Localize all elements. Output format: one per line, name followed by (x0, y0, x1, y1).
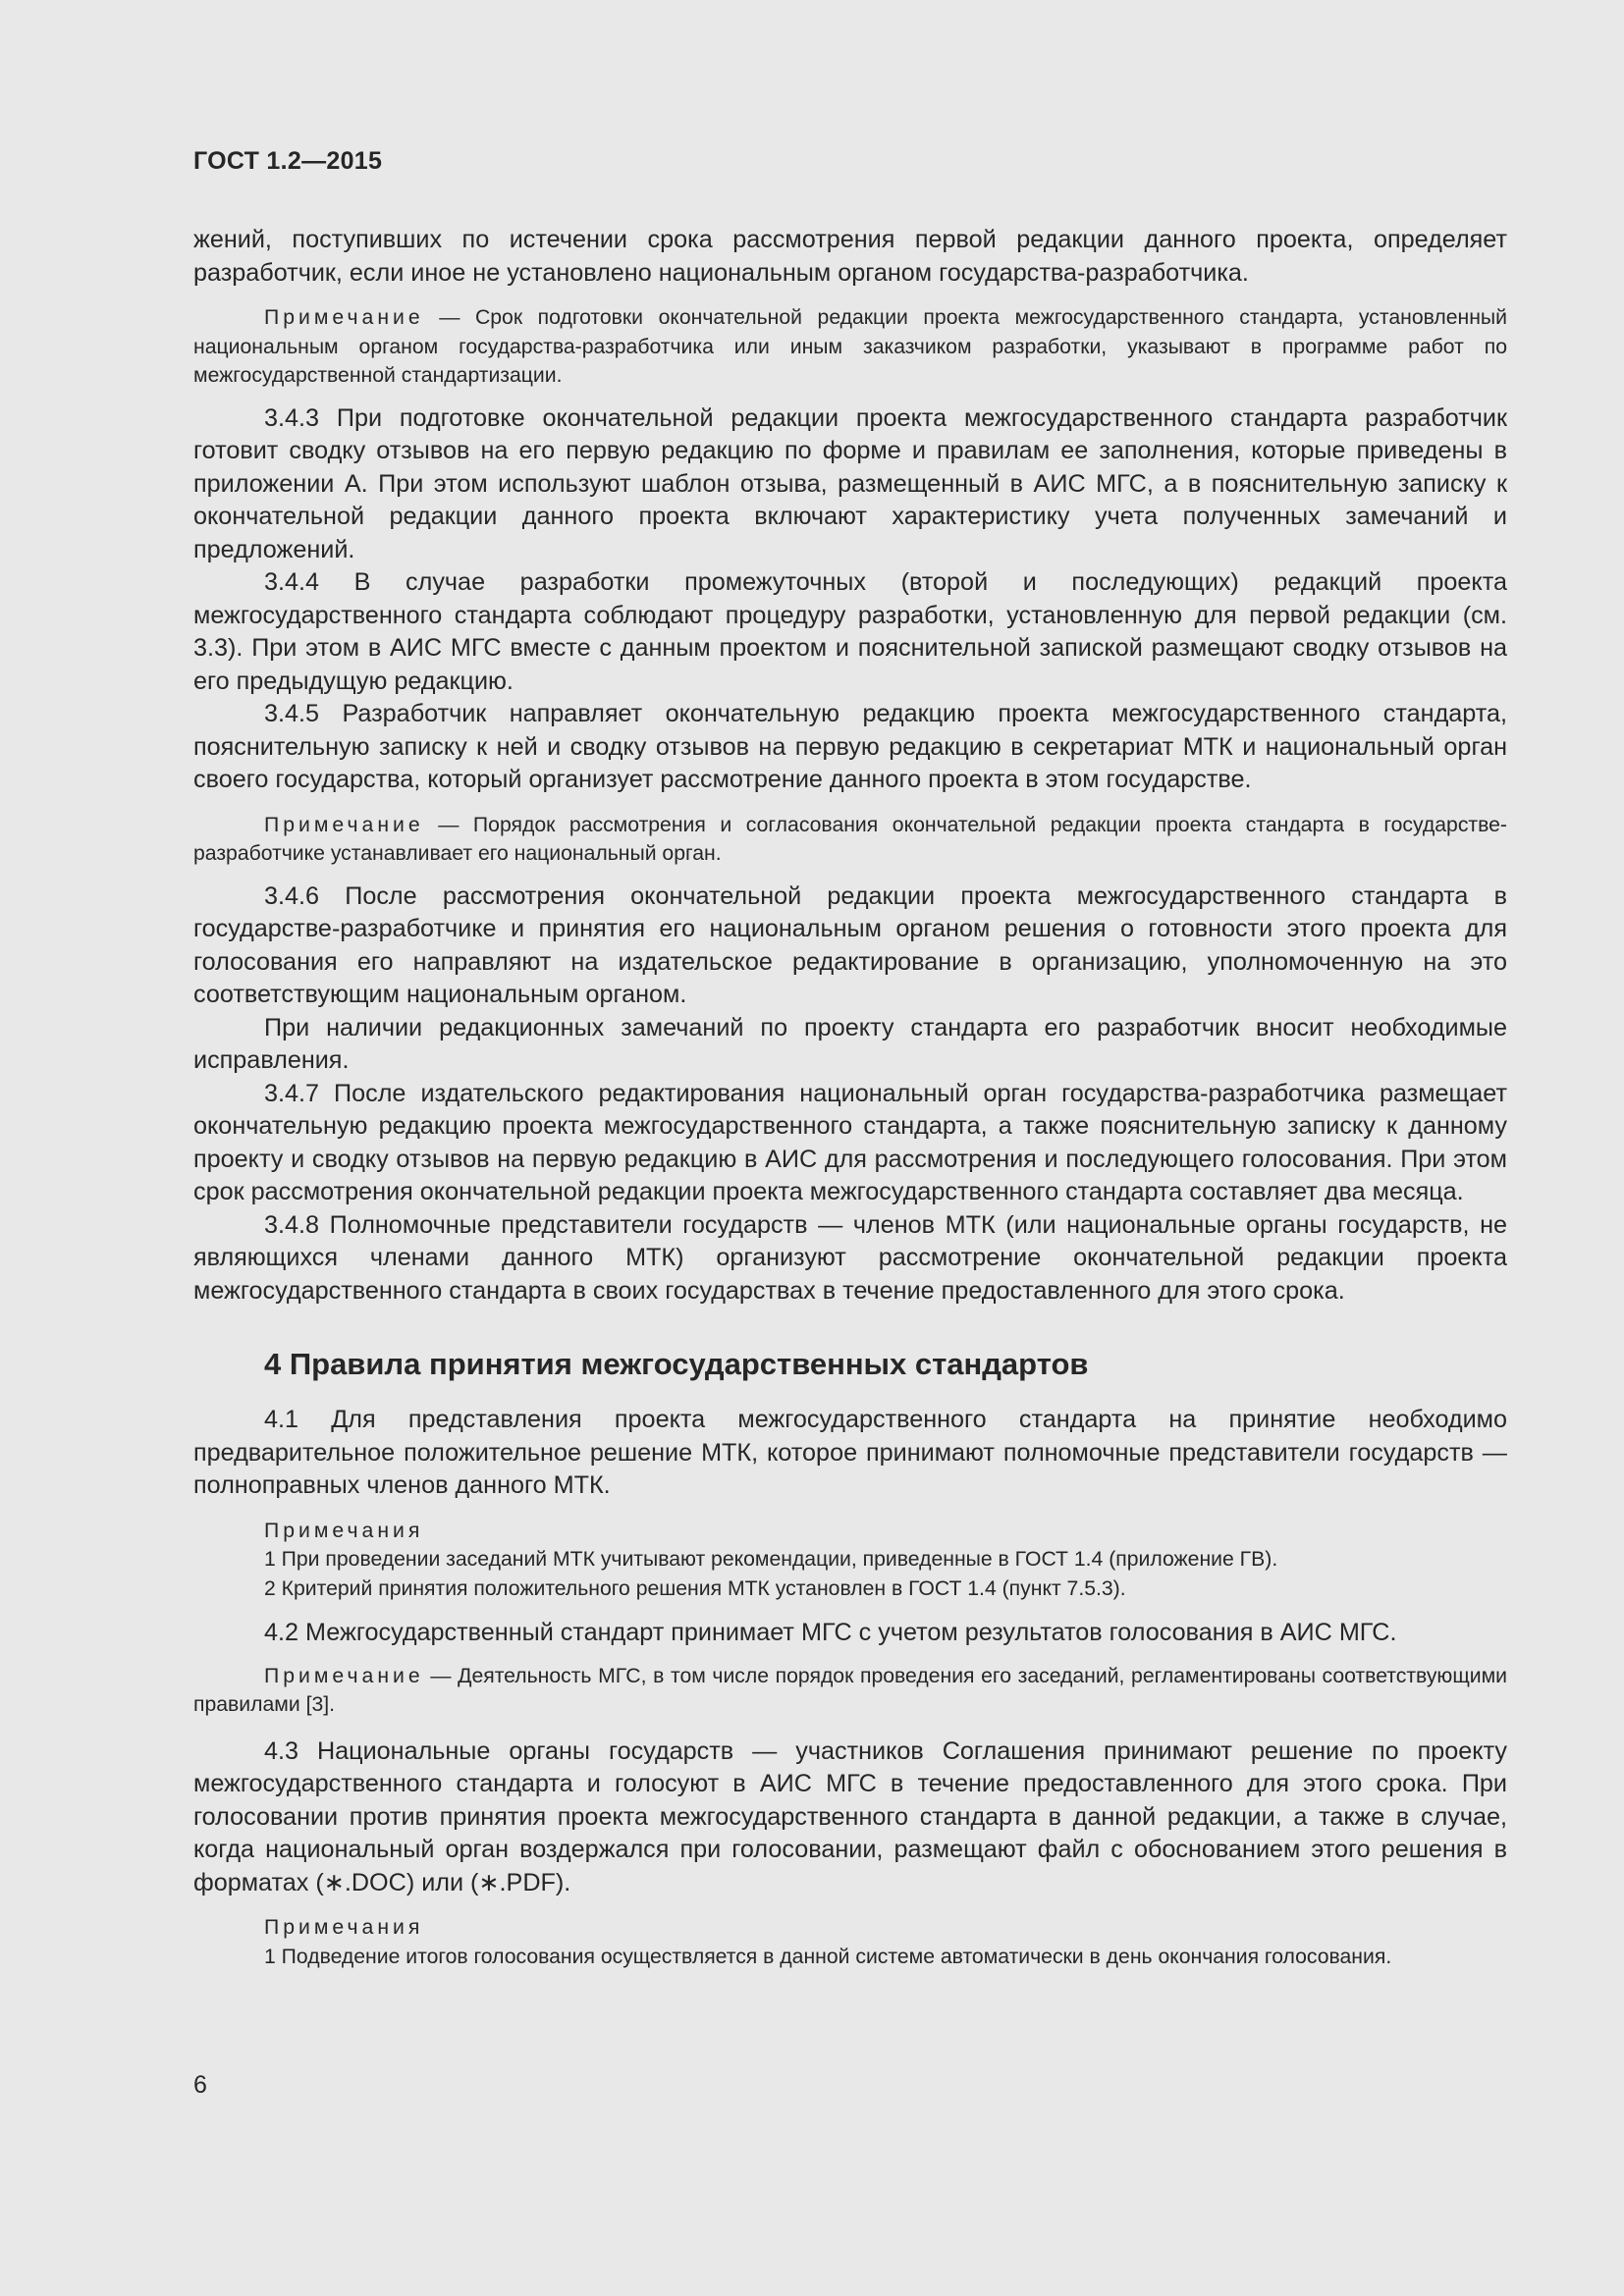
note-text: — Срок подготовки окончательной редакции проекта межгосударственного стандарта, установленный национальным органом государства-разработчика или иным заказчиком разработки, указывают в программе работ по межгосударственной стандартизации. (193, 306, 1507, 387)
section-4-heading: 4 Правила принятия межгосударственных стандартов (264, 1347, 1089, 1381)
note-text: — Порядок рассмотрения и согласования окончательной редакции проекта стандарта в государстве-разработчике устанавливает его национальный орган. (193, 813, 1507, 865)
note-text: — Деятельность МГС, в том числе порядок проведения его заседаний, регламентированы соответствующими правилами [3]. (193, 1664, 1507, 1716)
paragraph-3-4-6-cont: При наличии редакционных замечаний по проекту стандарта его разработчик вносит необходимые исправления. (193, 1013, 1507, 1074)
doc-header-code: ГОСТ 1.2—2015 (193, 147, 383, 175)
notes-5-title: Примечания (264, 1916, 424, 1939)
notes-5-item-1: 1 Подведение итогов голосования осуществляется в данной системе автоматически в день окончания голосования. (264, 1945, 1392, 1968)
paragraph-3-4-3: 3.4.3 При подготовке окончательной редакции проекта межгосударственного стандарта разработчик готовит сводку отзывов на его первую редакцию по форме и правилам ее заполнения, которые приведены в приложении А. При этом используют шаблон отзыва, размещенный в АИС МГС, а в пояснительную записку к окончательной редакции данного проекта включают характеристику учета полученных замечаний и предложений. (193, 403, 1507, 563)
paragraph-4-2: 4.2 Межгосударственный стандарт принимает МГС с учетом результатов голосования в АИС МГС. (264, 1619, 1397, 1646)
notes-3-title: Примечания (264, 1519, 424, 1542)
paragraph-4-1: 4.1 Для представления проекта межгосударственного стандарта на принятие необходимо предварительное положительное решение МТК, которое принимают полномочные представители государств — полноправных членов данного МТК. (193, 1406, 1507, 1499)
note-4 (193, 1662, 1507, 1720)
paragraph-3-4-6: 3.4.6 После рассмотрения окончательной редакции проекта межгосударственного стандарта в государстве-разработчике и принятия его национальным органом решения о готовности этого проекта для голосования его направляют на издательское редактирование в организацию, уполномоченную на это соответствующим национальным органом. (193, 881, 1507, 1008)
notes-3-item-2: 2 Критерий принятия положительного решения МТК установлен в ГОСТ 1.4 (пункт 7.5.3). (264, 1576, 1126, 1600)
paragraph-3-4-7: 3.4.7 После издательского редактирования национальный орган государства-разработчика размещает окончательную редакцию проекта межгосударственного стандарта, а также пояснительную записку к данному проекту и сводку отзывов на первую редакцию в АИС для рассмотрения и последующего голосования. При этом срок рассмотрения окончательной редакции проекта межгосударственного стандарта составляет два месяца. (193, 1079, 1507, 1205)
note-label: Примечание (264, 813, 424, 836)
note-label: Примечание (264, 1664, 424, 1687)
note-2 (193, 811, 1507, 869)
page-number: 6 (193, 2071, 207, 2099)
note-1 (193, 303, 1507, 391)
paragraph-3-4-8: 3.4.8 Полномочные представители государств — членов МТК (или национальные органы государств, не являющихся членами данного МТК) организуют рассмотрение окончательной редакции проекта межгосударственного стандарта в своих государствах в течение предоставленного для этого срока. (193, 1210, 1507, 1305)
document-body (193, 224, 1507, 1971)
paragraph-intro: жений, поступивших по истечении срока рассмотрения первой редакции данного проекта, определяет разработчик, если иное не установлено национальным органом государства-разработчика. (193, 226, 1507, 287)
paragraph-3-4-5: 3.4.5 Разработчик направляет окончательную редакцию проекта межгосударственного стандарта, пояснительную записку к ней и сводку отзывов на первую редакцию в секретариат МТК и национальный орган своего государства, который организует рассмотрение данного проекта в этом государстве. (193, 700, 1507, 793)
paragraph-3-4-4: 3.4.4 В случае разработки промежуточных (второй и последующих) редакций проекта межгосударственного стандарта соблюдают процедуру разработки, установленную для первой редакции (см. 3.3). При этом в АИС МГС вместе с данным проектом и пояснительной запиской размещают сводку отзывов на его предыдущую редакцию. (193, 568, 1507, 695)
paragraph-4-3: 4.3 Национальные органы государств — участников Соглашения принимают решение по проекту межгосударственного стандарта и голосуют в АИС МГС в течение предоставленного для этого срока. При голосовании против принятия проекта межгосударственного стандарта в данной редакции, а также в случае, когда национальный орган воздержался при голосовании, размещают файл с обоснованием этого решения в форматах (∗.DOC) или (∗.PDF). (193, 1736, 1507, 1896)
note-label: Примечание (264, 306, 424, 329)
notes-3-item-1: 1 При проведении заседаний МТК учитывают рекомендации, приведенные в ГОСТ 1.4 (приложение ГВ). (264, 1548, 1278, 1571)
